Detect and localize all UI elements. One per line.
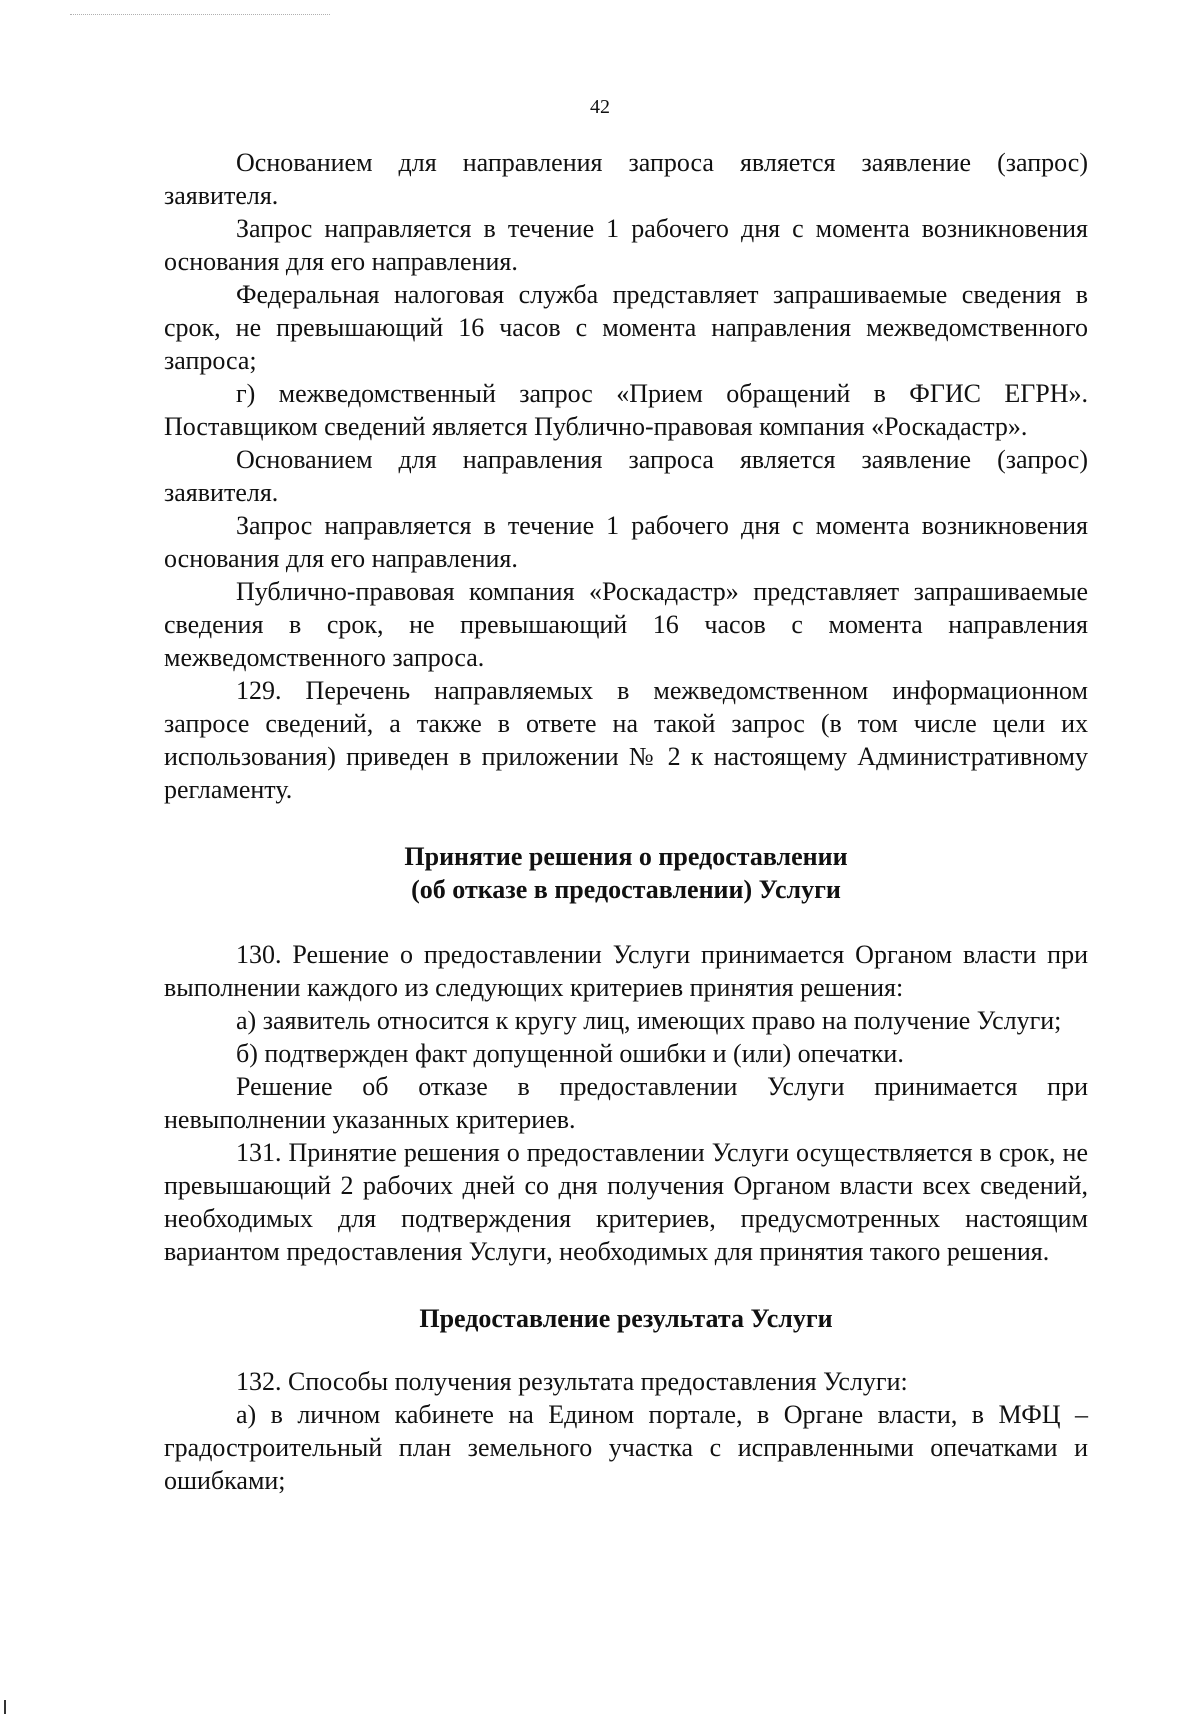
paragraph: Запрос направляется в течение 1 рабочего дня с момента возникновения основания для его направления. — [164, 511, 1088, 573]
paragraph: 130. Решение о предоставлении Услуги принимается Органом власти при выполнении каждого из следующих критериев принятия решения: — [164, 940, 1088, 1002]
paragraph: Основанием для направления запроса является заявление (запрос) заявителя. — [164, 445, 1088, 507]
paragraph: а) в личном кабинете на Едином портале, в Органе власти, в МФЦ – градостроительный план земельного участка с исправленными опечатками и ошибками; — [164, 1400, 1088, 1495]
paragraph: а) заявитель относится к кругу лиц, имеющих право на получение Услуги; — [236, 1006, 1062, 1035]
paragraph: Решение об отказе в предоставлении Услуги принимается при невыполнении указанных критериев. — [164, 1072, 1088, 1134]
paragraph: 132. Способы получения результата предоставления Услуги: — [236, 1367, 908, 1396]
page-number: 42 — [590, 96, 610, 118]
document-body — [164, 146, 1088, 1497]
paragraph: 129. Перечень направляемых в межведомственном информационном запросе сведений, а также в ответе на такой запрос (в том числе цели их использования) приведен в приложении № 2 к настоящему Административному регламенту. — [164, 676, 1088, 804]
scan-artifact — [4, 1700, 6, 1714]
section-heading-line: (об отказе в предоставлении) Услуги — [411, 875, 841, 904]
section-heading-line: Принятие решения о предоставлении — [404, 842, 848, 871]
paragraph: 131. Принятие решения о предоставлении Услуги осуществляется в срок, не превышающий 2 рабочих дней со дня получения Органом власти всех сведений, необходимых для подтверждения критериев, предусмотренных настоящим вариантом предоставления Услуги, необходимых для принятия такого решения. — [164, 1138, 1088, 1266]
section-heading: Предоставление результата Услуги — [419, 1304, 833, 1333]
paragraph: Публично-правовая компания «Роскадастр» представляет запрашиваемые сведения в срок, не превышающий 16 часов с момента направления межведомственного запроса. — [164, 577, 1088, 672]
paragraph: г) межведомственный запрос «Прием обращений в ФГИС ЕГРН». Поставщиком сведений является Публично-правовая компания «Роскадастр». — [164, 379, 1088, 441]
paragraph: б) подтвержден факт допущенной ошибки и (или) опечатки. — [236, 1039, 904, 1068]
paragraph: Федеральная налоговая служба представляет запрашиваемые сведения в срок, не превышающий 16 часов с момента направления межведомственного запроса; — [164, 280, 1088, 375]
paragraph: Основанием для направления запроса является заявление (запрос) заявителя. — [164, 148, 1088, 210]
scan-artifact — [70, 14, 330, 17]
paragraph: Запрос направляется в течение 1 рабочего дня с момента возникновения основания для его направления. — [164, 214, 1088, 276]
